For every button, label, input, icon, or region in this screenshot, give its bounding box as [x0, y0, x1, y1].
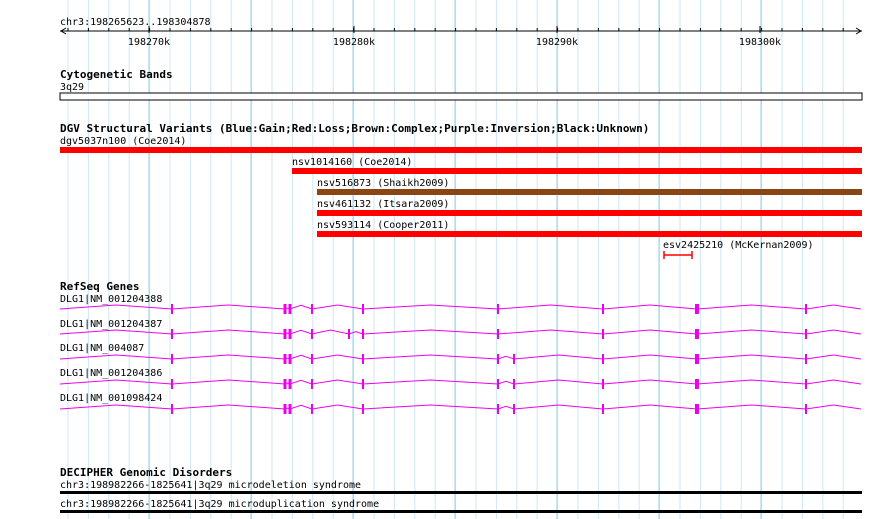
variant-bar[interactable] — [317, 189, 862, 195]
gene-label: DLG1|NM_001204386 — [60, 368, 163, 379]
variant-label: nsv516873 (Shaikh2009) — [317, 178, 450, 189]
gene-label: DLG1|NM_001204387 — [60, 319, 163, 330]
disorder-feature[interactable] — [60, 510, 862, 513]
cytoband-feature[interactable] — [60, 93, 862, 100]
disorder-feature[interactable] — [60, 491, 862, 494]
ruler-tick-label: 198300k — [738, 37, 782, 48]
gene-label: DLG1|NM_001204388 — [60, 294, 163, 305]
variant-bar[interactable] — [317, 231, 862, 237]
ruler-location: chr3:198265623..198304878 — [60, 17, 211, 28]
ruler-tick-label: 198280k — [332, 37, 376, 48]
variant-label: esv2425210 (McKernan2009) — [663, 240, 814, 251]
variant-bar[interactable] — [664, 251, 692, 259]
gene-label: DLG1|NM_004087 — [60, 343, 145, 354]
decipher-track-title: DECIPHER Genomic Disorders — [60, 466, 233, 479]
variant-bar[interactable] — [292, 168, 862, 174]
variant-label: nsv1014160 (Coe2014) — [292, 157, 413, 168]
variant-bar[interactable] — [317, 210, 862, 216]
gene-label: DLG1|NM_001098424 — [60, 393, 163, 404]
variant-label: nsv461132 (Itsara2009) — [317, 199, 450, 210]
vertical-gridlines — [68, 0, 843, 519]
dgv-track-title: DGV Structural Variants (Blue:Gain;Red:Loss;Brown:Complex;Purple:Inversion;Black:Unknown) — [60, 122, 650, 135]
disorder-label: chr3:198982266-1825641|3q29 microduplication syndrome — [60, 499, 380, 510]
cytoband-track-title: Cytogenetic Bands — [60, 68, 173, 81]
ruler-tick-label: 198270k — [127, 37, 171, 48]
ruler-tick-label: 198290k — [535, 37, 579, 48]
variant-bar[interactable] — [60, 147, 862, 153]
refseq-track-title: RefSeq Genes — [60, 280, 140, 293]
cytoband-label: 3q29 — [60, 82, 85, 93]
disorder-label: chr3:198982266-1825641|3q29 microdeletion syndrome — [60, 480, 362, 491]
variant-label: dgv5037n100 (Coe2014) — [60, 136, 187, 147]
variant-label: nsv593114 (Cooper2011) — [317, 220, 450, 231]
